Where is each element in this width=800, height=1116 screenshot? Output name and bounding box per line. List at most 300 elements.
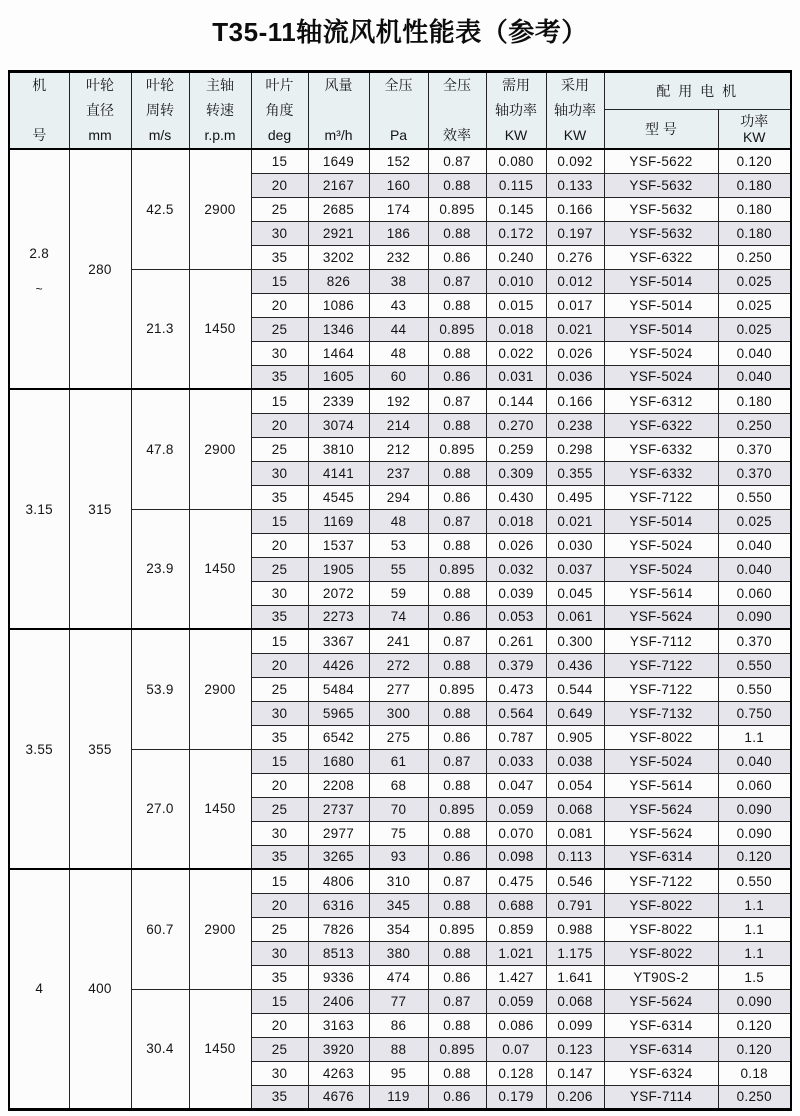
cell-required-kw: 0.033 xyxy=(486,749,546,773)
cell-required-kw: 0.026 xyxy=(486,533,546,557)
cell-flow: 4545 xyxy=(308,485,369,509)
cell-diameter: 315 xyxy=(69,389,131,629)
header-line: 需用 xyxy=(502,77,530,93)
cell-adopted-kw: 0.021 xyxy=(546,317,604,341)
cell-pressure: 160 xyxy=(369,173,428,197)
cell-blade-angle: 30 xyxy=(251,461,308,485)
col-header-pressure xyxy=(369,72,428,150)
cell-efficiency: 0.88 xyxy=(428,293,486,317)
cell-pressure: 43 xyxy=(369,293,428,317)
cell-pressure: 60 xyxy=(369,365,428,389)
cell-flow: 4676 xyxy=(308,1085,369,1109)
cell-pressure: 75 xyxy=(369,821,428,845)
cell-flow: 826 xyxy=(308,269,369,293)
cell-peripheral-speed: 30.4 xyxy=(131,989,189,1109)
cell-efficiency: 0.895 xyxy=(428,677,486,701)
cell-motor-model: YSF-6314 xyxy=(604,1037,718,1061)
cell-peripheral-speed: 47.8 xyxy=(131,389,189,509)
cell-flow: 6316 xyxy=(308,893,369,917)
cell-pressure: 380 xyxy=(369,941,428,965)
cell-efficiency: 0.88 xyxy=(428,653,486,677)
cell-required-kw: 0.309 xyxy=(486,461,546,485)
header-line: 叶片 xyxy=(265,77,294,93)
cell-flow: 2208 xyxy=(308,773,369,797)
cell-flow: 2406 xyxy=(308,989,369,1013)
cell-motor-kw: 0.180 xyxy=(718,173,791,197)
cell-motor-kw: 1.1 xyxy=(718,893,791,917)
cell-pressure: 354 xyxy=(369,917,428,941)
header-line: 采用 xyxy=(561,77,589,93)
cell-motor-model: YSF-7122 xyxy=(604,485,718,509)
cell-required-kw: 0.098 xyxy=(486,845,546,869)
cell-pressure: 44 xyxy=(369,317,428,341)
cell-flow: 4806 xyxy=(308,869,369,893)
cell-required-kw: 0.080 xyxy=(486,149,546,173)
cell-efficiency: 0.86 xyxy=(428,845,486,869)
cell-required-kw: 0.018 xyxy=(486,509,546,533)
cell-adopted-kw: 0.166 xyxy=(546,197,604,221)
cell-blade-angle: 35 xyxy=(251,845,308,869)
cell-diameter: 400 xyxy=(69,869,131,1109)
col-header-machine-no xyxy=(9,72,69,150)
cell-efficiency: 0.87 xyxy=(428,509,486,533)
header-line: 全压 xyxy=(443,77,471,93)
cell-blade-angle: 35 xyxy=(251,245,308,269)
cell-pressure: 86 xyxy=(369,1013,428,1037)
cell-machine-no xyxy=(9,869,69,1109)
cell-machine-no xyxy=(9,629,69,869)
cell-pressure: 88 xyxy=(369,1037,428,1061)
cell-blade-angle: 15 xyxy=(251,749,308,773)
cell-required-kw: 0.145 xyxy=(486,197,546,221)
cell-adopted-kw: 0.905 xyxy=(546,725,604,749)
cell-efficiency: 0.895 xyxy=(428,317,486,341)
cell-diameter: 280 xyxy=(69,149,131,389)
cell-motor-kw: 1.5 xyxy=(718,965,791,989)
cell-motor-model: YSF-7114 xyxy=(604,1085,718,1109)
cell-flow: 4141 xyxy=(308,461,369,485)
cell-efficiency: 0.88 xyxy=(428,701,486,725)
cell-pressure: 277 xyxy=(369,677,428,701)
cell-efficiency: 0.87 xyxy=(428,989,486,1013)
cell-pressure: 237 xyxy=(369,461,428,485)
cell-flow: 1086 xyxy=(308,293,369,317)
col-header-required-shaft-power xyxy=(486,72,546,150)
cell-pressure: 310 xyxy=(369,869,428,893)
cell-required-kw: 0.039 xyxy=(486,581,546,605)
cell-motor-kw: 0.550 xyxy=(718,677,791,701)
cell-motor-model: YSF-5014 xyxy=(604,269,718,293)
header-line: KW xyxy=(504,126,528,143)
cell-pressure: 152 xyxy=(369,149,428,173)
cell-rpm: 1450 xyxy=(189,509,251,629)
cell-motor-model: YSF-7122 xyxy=(604,677,718,701)
cell-motor-model: YSF-5624 xyxy=(604,605,718,629)
cell-efficiency: 0.87 xyxy=(428,629,486,653)
cell-motor-model: YSF-5614 xyxy=(604,581,718,605)
cell-required-kw: 0.053 xyxy=(486,605,546,629)
col-header-rpm xyxy=(189,72,251,150)
cell-blade-angle: 35 xyxy=(251,1085,308,1109)
cell-blade-angle: 15 xyxy=(251,509,308,533)
cell-efficiency: 0.88 xyxy=(428,581,486,605)
cell-rpm: 1450 xyxy=(189,989,251,1109)
cell-motor-model: YSF-5024 xyxy=(604,365,718,389)
cell-efficiency: 0.86 xyxy=(428,725,486,749)
cell-required-kw: 0.475 xyxy=(486,869,546,893)
cell-motor-kw: 0.370 xyxy=(718,461,791,485)
cell-adopted-kw: 1.175 xyxy=(546,941,604,965)
cell-required-kw: 0.022 xyxy=(486,341,546,365)
cell-required-kw: 0.259 xyxy=(486,437,546,461)
cell-pressure: 214 xyxy=(369,413,428,437)
cell-flow: 3163 xyxy=(308,1013,369,1037)
cell-motor-kw: 0.120 xyxy=(718,149,791,173)
cell-motor-model: YSF-6314 xyxy=(604,845,718,869)
cell-required-kw: 0.031 xyxy=(486,365,546,389)
header-line: mm xyxy=(88,126,112,143)
cell-pressure: 59 xyxy=(369,581,428,605)
cell-flow: 1649 xyxy=(308,149,369,173)
cell-flow: 7826 xyxy=(308,917,369,941)
cell-blade-angle: 25 xyxy=(251,677,308,701)
cell-peripheral-speed: 27.0 xyxy=(131,749,189,869)
cell-efficiency: 0.88 xyxy=(428,821,486,845)
cell-flow: 5965 xyxy=(308,701,369,725)
cell-adopted-kw: 1.641 xyxy=(546,965,604,989)
col-header-efficiency xyxy=(428,72,486,150)
cell-pressure: 300 xyxy=(369,701,428,725)
col-header-peripheral-speed xyxy=(131,72,189,150)
cell-motor-model: YSF-8022 xyxy=(604,941,718,965)
header-line: m/s xyxy=(148,126,172,143)
table-row xyxy=(9,389,791,413)
cell-required-kw: 1.021 xyxy=(486,941,546,965)
cell-efficiency: 0.88 xyxy=(428,1061,486,1085)
cell-adopted-kw: 0.045 xyxy=(546,581,604,605)
cell-pressure: 174 xyxy=(369,197,428,221)
machine-no-note: ~ xyxy=(35,281,43,296)
header-line: m³/h xyxy=(324,126,353,143)
cell-motor-kw: 0.180 xyxy=(718,389,791,413)
cell-blade-angle: 30 xyxy=(251,221,308,245)
cell-required-kw: 0.144 xyxy=(486,389,546,413)
cell-motor-kw: 0.090 xyxy=(718,989,791,1013)
col-header-adopted-shaft-power xyxy=(546,72,604,150)
cell-required-kw: 0.07 xyxy=(486,1037,546,1061)
cell-pressure: 119 xyxy=(369,1085,428,1109)
cell-adopted-kw: 0.036 xyxy=(546,365,604,389)
cell-motor-model: YSF-5632 xyxy=(604,173,718,197)
cell-efficiency: 0.86 xyxy=(428,965,486,989)
header-line: 周转 xyxy=(146,101,174,118)
cell-flow: 1169 xyxy=(308,509,369,533)
cell-efficiency: 0.87 xyxy=(428,869,486,893)
cell-motor-model: YSF-5624 xyxy=(604,989,718,1013)
cell-required-kw: 1.427 xyxy=(486,965,546,989)
cell-efficiency: 0.88 xyxy=(428,341,486,365)
cell-pressure: 95 xyxy=(369,1061,428,1085)
cell-flow: 1680 xyxy=(308,749,369,773)
cell-flow: 1905 xyxy=(308,557,369,581)
col-header-motor-model: 型 号 xyxy=(604,110,718,149)
cell-peripheral-speed: 42.5 xyxy=(131,149,189,269)
cell-motor-model: YSF-6314 xyxy=(604,1013,718,1037)
cell-pressure: 345 xyxy=(369,893,428,917)
cell-rpm: 2900 xyxy=(189,389,251,509)
cell-required-kw: 0.032 xyxy=(486,557,546,581)
cell-required-kw: 0.128 xyxy=(486,1061,546,1085)
cell-adopted-kw: 0.068 xyxy=(546,797,604,821)
cell-pressure: 294 xyxy=(369,485,428,509)
header-line: KW xyxy=(742,129,766,146)
cell-efficiency: 0.88 xyxy=(428,221,486,245)
cell-flow: 1464 xyxy=(308,341,369,365)
cell-pressure: 192 xyxy=(369,389,428,413)
cell-flow: 2685 xyxy=(308,197,369,221)
table-head xyxy=(9,72,791,150)
cell-motor-kw: 1.1 xyxy=(718,917,791,941)
cell-efficiency: 0.88 xyxy=(428,941,486,965)
cell-flow: 3810 xyxy=(308,437,369,461)
col-header-motor-power xyxy=(718,110,791,149)
col-header-blade-angle xyxy=(251,72,308,150)
cell-adopted-kw: 0.123 xyxy=(546,1037,604,1061)
table-body xyxy=(9,149,791,1109)
cell-rpm: 2900 xyxy=(189,629,251,749)
cell-efficiency: 0.88 xyxy=(428,773,486,797)
cell-motor-kw: 0.370 xyxy=(718,629,791,653)
page-title: T35-11轴流风机性能表（参考） xyxy=(212,17,588,47)
cell-motor-kw: 0.250 xyxy=(718,245,791,269)
cell-flow: 6542 xyxy=(308,725,369,749)
cell-motor-kw: 0.550 xyxy=(718,653,791,677)
cell-blade-angle: 30 xyxy=(251,821,308,845)
cell-blade-angle: 20 xyxy=(251,533,308,557)
table-row xyxy=(9,149,791,173)
cell-peripheral-speed: 53.9 xyxy=(131,629,189,749)
cell-motor-kw: 0.550 xyxy=(718,485,791,509)
cell-adopted-kw: 0.038 xyxy=(546,749,604,773)
cell-efficiency: 0.88 xyxy=(428,1013,486,1037)
cell-pressure: 53 xyxy=(369,533,428,557)
cell-efficiency: 0.895 xyxy=(428,197,486,221)
cell-adopted-kw: 0.017 xyxy=(546,293,604,317)
cell-adopted-kw: 0.238 xyxy=(546,413,604,437)
cell-efficiency: 0.87 xyxy=(428,269,486,293)
cell-pressure: 186 xyxy=(369,221,428,245)
cell-motor-kw: 0.550 xyxy=(718,869,791,893)
cell-pressure: 48 xyxy=(369,509,428,533)
cell-pressure: 241 xyxy=(369,629,428,653)
cell-motor-model: YSF-6322 xyxy=(604,245,718,269)
header-line: 全压 xyxy=(384,77,413,93)
cell-adopted-kw: 0.791 xyxy=(546,893,604,917)
cell-blade-angle: 15 xyxy=(251,989,308,1013)
header-line: 主轴 xyxy=(206,77,234,93)
cell-pressure: 93 xyxy=(369,845,428,869)
cell-efficiency: 0.88 xyxy=(428,413,486,437)
cell-blade-angle: 25 xyxy=(251,317,308,341)
cell-required-kw: 0.070 xyxy=(486,821,546,845)
cell-motor-kw: 0.370 xyxy=(718,437,791,461)
cell-adopted-kw: 0.092 xyxy=(546,149,604,173)
cell-required-kw: 0.270 xyxy=(486,413,546,437)
cell-blade-angle: 35 xyxy=(251,365,308,389)
machine-no-value: 3.55 xyxy=(25,741,53,757)
cell-motor-kw: 0.120 xyxy=(718,1013,791,1037)
cell-adopted-kw: 0.546 xyxy=(546,869,604,893)
cell-motor-model: YSF-7112 xyxy=(604,629,718,653)
cell-blade-angle: 15 xyxy=(251,629,308,653)
cell-pressure: 77 xyxy=(369,989,428,1013)
cell-blade-angle: 15 xyxy=(251,869,308,893)
cell-rpm: 2900 xyxy=(189,869,251,989)
cell-adopted-kw: 0.026 xyxy=(546,341,604,365)
cell-pressure: 48 xyxy=(369,341,428,365)
cell-flow: 1346 xyxy=(308,317,369,341)
cell-blade-angle: 20 xyxy=(251,1013,308,1037)
header-line: r.p.m xyxy=(204,126,236,143)
cell-adopted-kw: 0.166 xyxy=(546,389,604,413)
cell-flow: 3367 xyxy=(308,629,369,653)
cell-motor-model: YSF-8022 xyxy=(604,893,718,917)
cell-efficiency: 0.86 xyxy=(428,605,486,629)
cell-motor-model: YSF-8022 xyxy=(604,917,718,941)
cell-rpm: 1450 xyxy=(189,749,251,869)
cell-flow: 2273 xyxy=(308,605,369,629)
cell-blade-angle: 15 xyxy=(251,269,308,293)
header-line: 角度 xyxy=(265,101,294,118)
cell-pressure: 272 xyxy=(369,653,428,677)
cell-motor-model: YSF-5024 xyxy=(604,749,718,773)
cell-required-kw: 0.047 xyxy=(486,773,546,797)
cell-adopted-kw: 0.068 xyxy=(546,989,604,1013)
cell-adopted-kw: 0.298 xyxy=(546,437,604,461)
cell-required-kw: 0.172 xyxy=(486,221,546,245)
cell-required-kw: 0.473 xyxy=(486,677,546,701)
cell-motor-kw: 0.120 xyxy=(718,845,791,869)
cell-efficiency: 0.88 xyxy=(428,461,486,485)
cell-required-kw: 0.564 xyxy=(486,701,546,725)
cell-blade-angle: 20 xyxy=(251,893,308,917)
cell-motor-kw: 0.750 xyxy=(718,701,791,725)
table-row xyxy=(9,629,791,653)
cell-adopted-kw: 0.037 xyxy=(546,557,604,581)
cell-efficiency: 0.87 xyxy=(428,389,486,413)
cell-peripheral-speed: 60.7 xyxy=(131,869,189,989)
col-header-motor-group: 配 用 电 机 xyxy=(604,72,791,110)
header-line: 风量 xyxy=(324,77,353,93)
header-line: 转速 xyxy=(206,101,234,118)
cell-motor-kw: 0.180 xyxy=(718,197,791,221)
cell-efficiency: 0.88 xyxy=(428,893,486,917)
cell-blade-angle: 25 xyxy=(251,437,308,461)
cell-efficiency: 0.895 xyxy=(428,917,486,941)
machine-no-value: 2.8 xyxy=(29,245,50,261)
cell-blade-angle: 25 xyxy=(251,197,308,221)
cell-motor-kw: 0.025 xyxy=(718,269,791,293)
cell-pressure: 38 xyxy=(369,269,428,293)
cell-blade-angle: 20 xyxy=(251,653,308,677)
cell-pressure: 212 xyxy=(369,437,428,461)
cell-blade-angle: 30 xyxy=(251,341,308,365)
cell-adopted-kw: 0.355 xyxy=(546,461,604,485)
cell-blade-angle: 20 xyxy=(251,173,308,197)
cell-efficiency: 0.895 xyxy=(428,437,486,461)
cell-motor-model: YSF-5632 xyxy=(604,221,718,245)
cell-required-kw: 0.059 xyxy=(486,797,546,821)
cell-blade-angle: 25 xyxy=(251,1037,308,1061)
cell-motor-kw: 0.040 xyxy=(718,365,791,389)
cell-blade-angle: 35 xyxy=(251,605,308,629)
cell-blade-angle: 20 xyxy=(251,773,308,797)
cell-flow: 3920 xyxy=(308,1037,369,1061)
cell-motor-model: YSF-6312 xyxy=(604,389,718,413)
cell-pressure: 74 xyxy=(369,605,428,629)
cell-flow: 3074 xyxy=(308,413,369,437)
cell-motor-model: YSF-5024 xyxy=(604,341,718,365)
col-header-diameter xyxy=(69,72,131,150)
cell-flow: 4426 xyxy=(308,653,369,677)
cell-motor-model: YSF-5622 xyxy=(604,149,718,173)
cell-rpm: 2900 xyxy=(189,149,251,269)
cell-motor-model: YSF-7122 xyxy=(604,869,718,893)
cell-required-kw: 0.179 xyxy=(486,1085,546,1109)
cell-blade-angle: 35 xyxy=(251,725,308,749)
cell-motor-kw: 0.025 xyxy=(718,317,791,341)
cell-flow: 3265 xyxy=(308,845,369,869)
machine-no-value: 4 xyxy=(35,981,44,997)
cell-motor-kw: 0.120 xyxy=(718,1037,791,1061)
header-row-1 xyxy=(9,72,791,110)
cell-flow: 3202 xyxy=(308,245,369,269)
cell-motor-model: YSF-5014 xyxy=(604,509,718,533)
cell-motor-kw: 0.040 xyxy=(718,341,791,365)
cell-pressure: 275 xyxy=(369,725,428,749)
cell-motor-kw: 0.250 xyxy=(718,1085,791,1109)
cell-pressure: 55 xyxy=(369,557,428,581)
cell-flow: 2977 xyxy=(308,821,369,845)
cell-motor-model: YSF-5624 xyxy=(604,797,718,821)
cell-motor-kw: 0.025 xyxy=(718,509,791,533)
cell-motor-model: YT90S-2 xyxy=(604,965,718,989)
cell-flow: 2339 xyxy=(308,389,369,413)
cell-adopted-kw: 0.113 xyxy=(546,845,604,869)
cell-adopted-kw: 0.276 xyxy=(546,245,604,269)
cell-blade-angle: 20 xyxy=(251,413,308,437)
cell-motor-kw: 0.025 xyxy=(718,293,791,317)
header-line: 号 xyxy=(32,126,47,143)
cell-efficiency: 0.88 xyxy=(428,173,486,197)
cell-adopted-kw: 0.054 xyxy=(546,773,604,797)
cell-adopted-kw: 0.012 xyxy=(546,269,604,293)
cell-machine-no xyxy=(9,149,69,389)
cell-motor-kw: 0.040 xyxy=(718,557,791,581)
cell-adopted-kw: 0.649 xyxy=(546,701,604,725)
cell-adopted-kw: 0.436 xyxy=(546,653,604,677)
header-line: 功率 xyxy=(740,113,769,130)
cell-blade-angle: 30 xyxy=(251,1061,308,1085)
cell-blade-angle: 35 xyxy=(251,965,308,989)
header-line: deg xyxy=(267,126,292,143)
cell-adopted-kw: 0.206 xyxy=(546,1085,604,1109)
cell-adopted-kw: 0.030 xyxy=(546,533,604,557)
cell-motor-model: YSF-5014 xyxy=(604,293,718,317)
cell-required-kw: 0.010 xyxy=(486,269,546,293)
cell-motor-model: YSF-5014 xyxy=(604,317,718,341)
cell-required-kw: 0.859 xyxy=(486,917,546,941)
